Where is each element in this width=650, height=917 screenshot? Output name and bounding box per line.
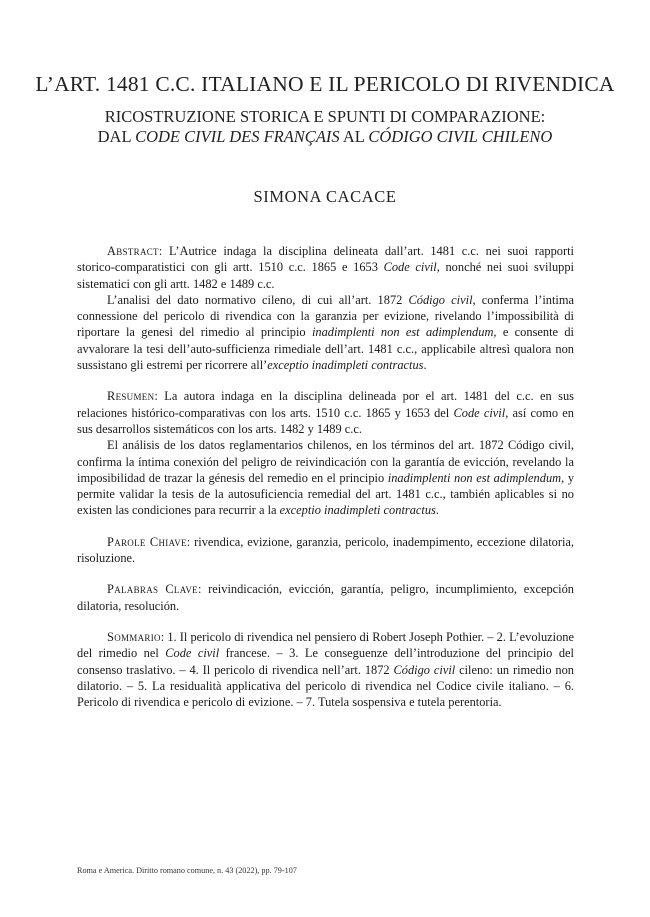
keywords-italian: Parole Chiave: rivendica, evizione, garanzia, pericolo, inadempimento, eccezione dilatoria, risoluzione. bbox=[77, 534, 574, 566]
article-title: L’ART. 1481 C.C. ITALIANO E IL PERICOLO DI RIVENDICA bbox=[35, 72, 615, 96]
abstract-paragraph-2: L’analisi del dato normativo cileno, di cui all’art. 1872 Código civil, conferma l’intima connessione del pericolo di rivendica con la garanzia per evizione, rivelando l’impossibilità di riportare la genesi del rimedio al principio inadimplenti non est adimplendum, e consente di avvalorare la tesi dell’auto-sufficienza rimediale dell’art. 1481 c.c., applicabile altresì qualora non sussistano gli estremi per ricorrere all’exceptio inadimpleti contractus. bbox=[77, 292, 574, 373]
abstract-label: Abstract bbox=[107, 244, 159, 258]
subtitle-line-1: RICOSTRUZIONE STORICA E SPUNTI DI COMPARAZIONE: bbox=[104, 107, 546, 126]
keywords-spanish: Palabras Clave: reivindicación, evicción, garantía, peligro, incumplimiento, excepción dilatoria, resolución. bbox=[77, 582, 575, 613]
article-front-matter bbox=[77, 243, 574, 710]
article-subtitle bbox=[0, 107, 650, 147]
table-of-contents: Sommario: 1. Il pericolo di rivendica nel pensiero di Robert Joseph Pothier. – 2. L’evoluzione del rimedio nel Code civil francese. – 3. Le conseguenze dell’introduzione del principio del consenso traslativo. – 4. Il pericolo di rivendica nell’art. 1872 Código civil cileno: un rimedio non dilatorio. – 5. La residualità applicativa del pericolo di rivendica nel Codice civile italiano. – 6. Pericolo di rivendica e pericolo di evizione. – 7. Tutela sospensiva e tutela perentoria. bbox=[77, 629, 574, 710]
subtitle-line-2: DAL CODE CIVIL DES FRANÇAIS AL CÓDIGO CIVIL CHILENO bbox=[97, 127, 553, 146]
journal-citation-footer: Roma e America. Diritto romano comune, n. 43 (2022), pp. 79-107 bbox=[77, 866, 297, 875]
sommario-label: Sommario bbox=[107, 629, 161, 644]
abstract-paragraph-1: Abstract: L’Autrice indaga la disciplina delineata dall’art. 1481 c.c. nei suoi rapporti storico-comparatistici con gli artt. 1510 c.c. 1865 e 1653 Code civil, nonché nei suoi sviluppi sistematici con gli artt. 1482 e 1489 c.c. bbox=[77, 244, 574, 291]
resumen-label: Resumen bbox=[107, 389, 155, 404]
author-name: SIMONA CACACE bbox=[253, 187, 397, 206]
keywords-spanish-label: Palabras Clave bbox=[107, 582, 198, 597]
keywords-italian-label: Parole Chiave bbox=[107, 534, 187, 549]
resumen-paragraph-2: El análisis de los datos reglamentarios chilenos, en los términos del art. 1872 Código civil, confirma la íntima conexión del peligro de reivindicación con la garantía de evicción, revelando la imposibilidad de trazar la génesis del remedio en el principio inadimplenti non est adimplendum, y permite validar la tesis de la autosuficiencia remedial del art. 1481 c.c., también aplicables si no existen las condiciones para recurrir a la exceptio inadimpleti contractus. bbox=[77, 438, 575, 518]
resumen-paragraph-1: Resumen: La autora indaga en la disciplina delineada por el art. 1481 del c.c. en sus relaciones histórico-comparativas con los arts. 1510 c.c. 1865 y 1653 del Code civil, así como en sus desarrollos sistemáticos con los arts. 1482 y 1489 c.c. bbox=[77, 389, 574, 436]
